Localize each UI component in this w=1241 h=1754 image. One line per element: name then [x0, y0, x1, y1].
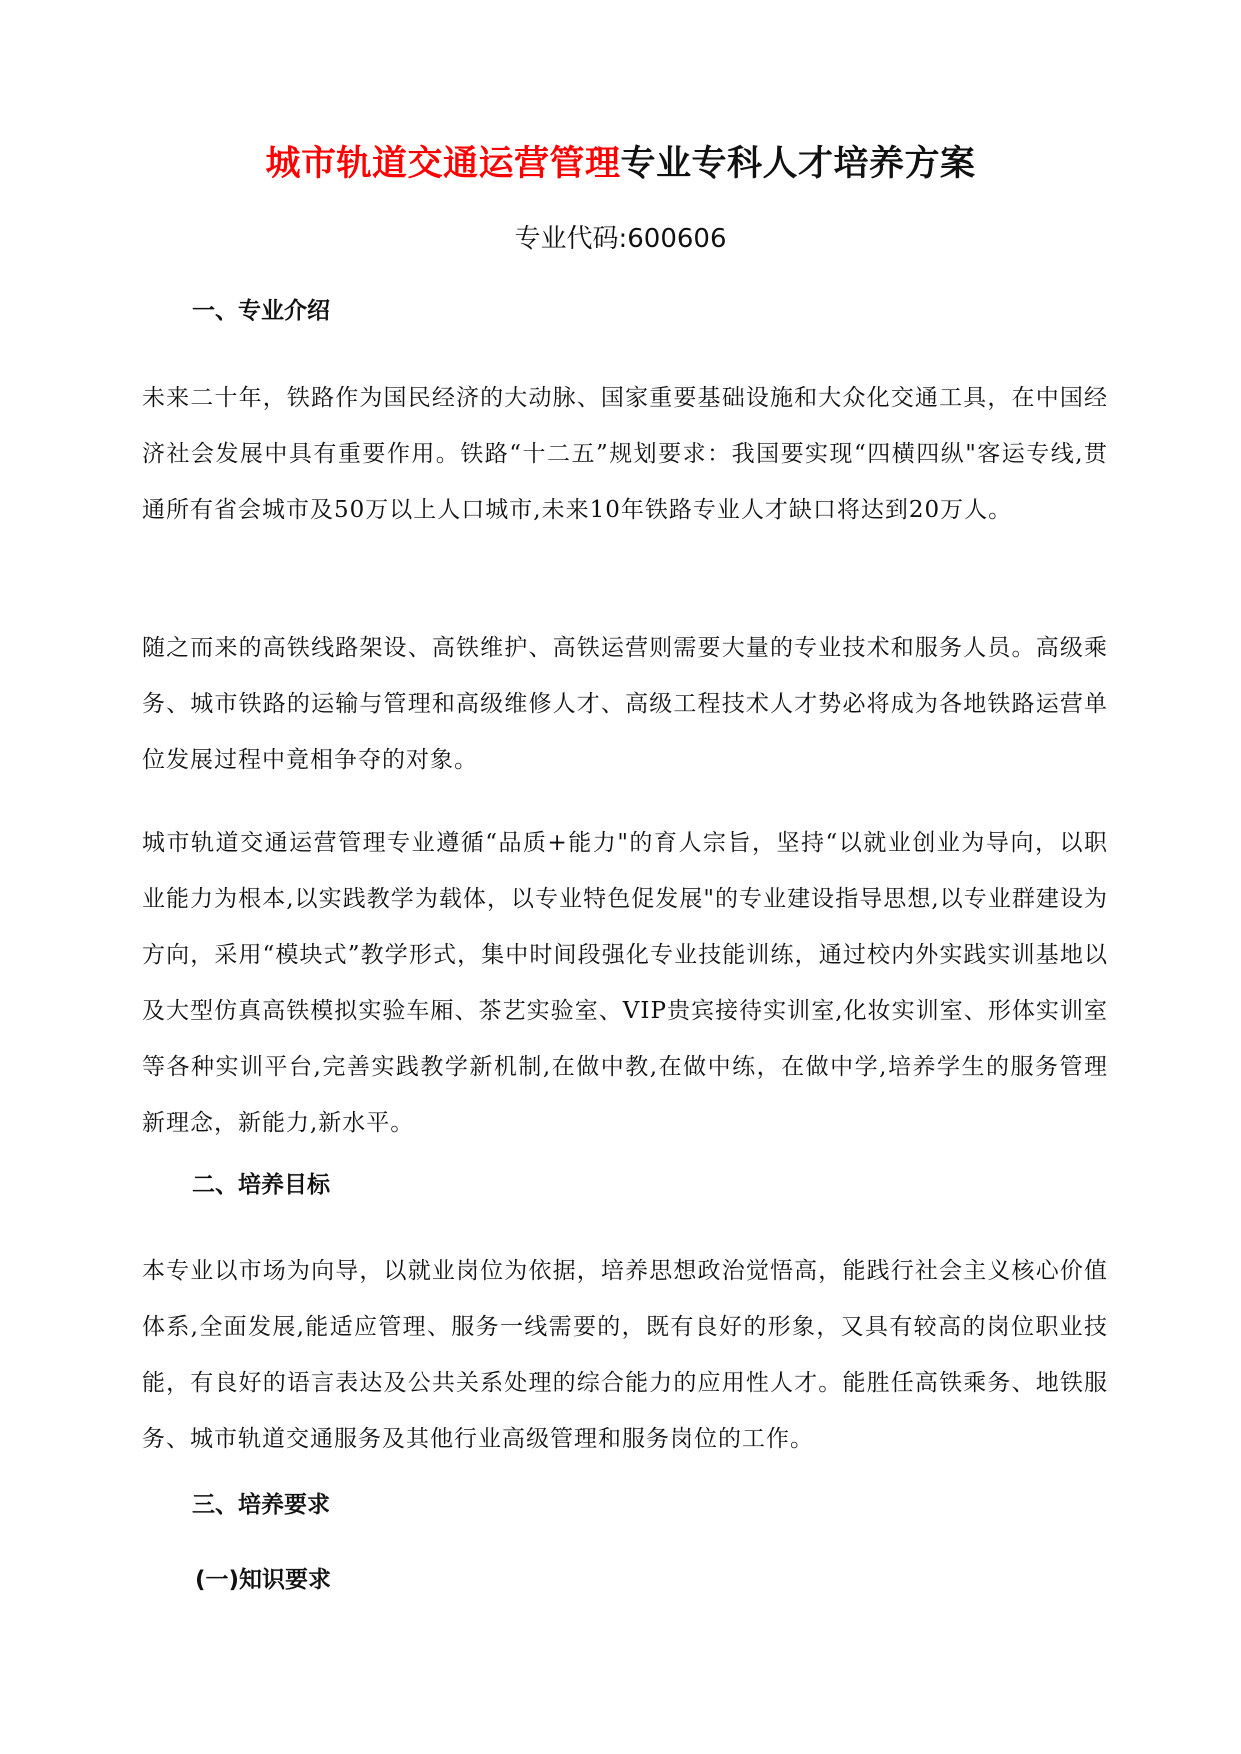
- paragraph-intro-2: 随之而来的高铁线路架设、高铁维护、高铁运营则需要大量的专业技术和服务人员。高级乘务、城市铁路的运输与管理和高级维修人才、高级工程技术人才势必将成为各地铁路运营单位发展过程中竟相争夺的对象。: [142, 635, 1108, 773]
- paragraph-intro-1: 未来二十年，铁路作为国民经济的大动脉、国家重要基础设施和大众化交通工具，在中国经济社会发展中具有重要作用。铁路“十二五”规划要求：我国要实现“四横四纵"客运专线,贯通所有省会城市及50万以上人口城市,未来10年铁路专业人才缺口将达到20万人。: [142, 385, 1108, 523]
- title-rest: 专业专科人才培养方案: [620, 144, 976, 184]
- subsection-heading-knowledge: (一)知识要求: [195, 1567, 332, 1593]
- title-highlight: 城市轨道交通运营管理: [265, 144, 621, 184]
- section-heading-intro: 一、专业介绍: [192, 298, 330, 324]
- paragraph-intro-3: 城市轨道交通运营管理专业遵循“品质+能力"的育人宗旨，坚持“以就业创业为导向，以职业能力为根本,以实践教学为载体，以专业特色促发展"的专业建设指导思想,以专业群建设为方向，采用“模块式”教学形式，集中时间段强化专业技能训练，通过校内外实践实训基地以及大型仿真高铁模拟实验车厢、茶艺实验室、VIP贵宾接待实训室,化妆实训室、形体实训室等各种实训平台,完善实践教学新机制,在做中教,在做中练，在做中学,培养学生的服务管理新理念，新能力,新水平。: [142, 830, 1108, 1136]
- document-title: [0, 142, 1241, 186]
- major-code: 专业代码:600606: [514, 224, 727, 254]
- section-heading-goals: 二、培养目标: [192, 1172, 330, 1198]
- section-heading-requirements: 三、培养要求: [192, 1492, 330, 1518]
- paragraph-goals: 本专业以市场为向导，以就业岗位为依据，培养思想政治觉悟高，能践行社会主义核心价值体系,全面发展,能适应管理、服务一线需要的，既有良好的形象，又具有较高的岗位职业技能，有良好的语言表达及公共关系处理的综合能力的应用性人才。能胜任高铁乘务、地铁服务、城市轨道交通服务及其他行业高级管理和服务岗位的工作。: [142, 1258, 1108, 1452]
